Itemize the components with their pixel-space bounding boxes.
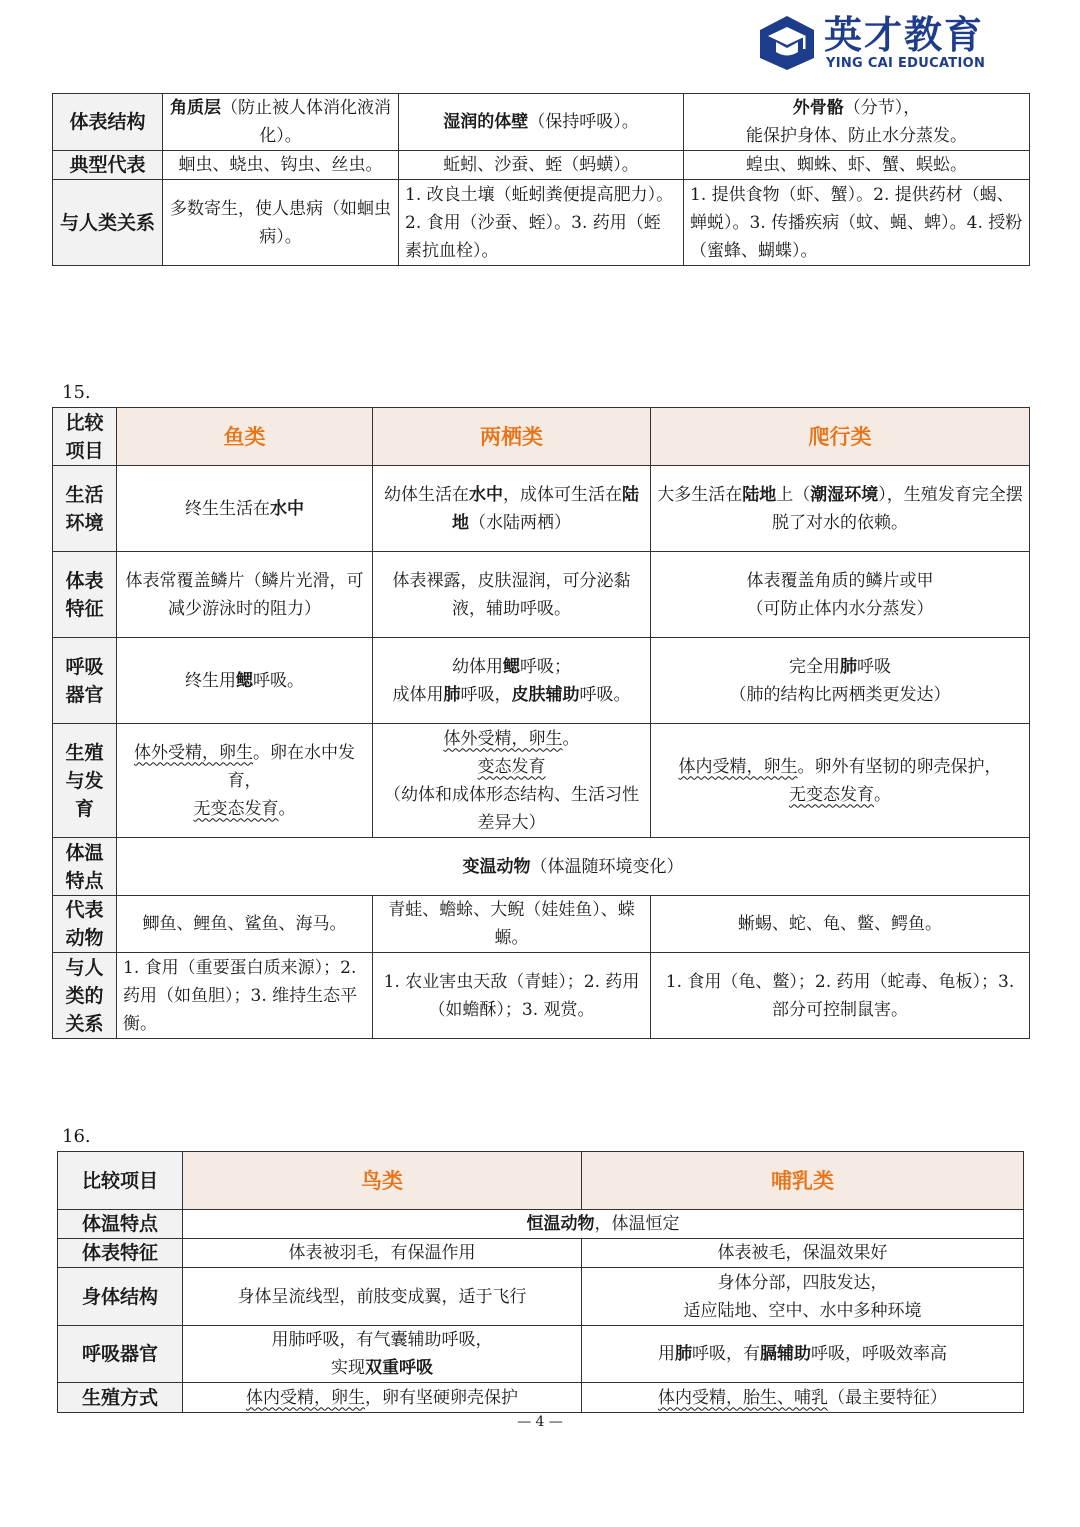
cell: 终生生活在水中	[117, 466, 373, 552]
table-header-row	[58, 1152, 1024, 1210]
row-label: 与人类的关系	[53, 953, 117, 1039]
graduation-cap-logo-icon	[756, 14, 818, 72]
table-14	[52, 93, 1030, 266]
cell: 1. 食用（重要蛋白质来源）；2. 药用（如鱼胆）；3. 维持生态平衡。	[117, 953, 373, 1039]
cell: 1. 食用（龟、鳖）；2. 药用（蛇毒、龟板）；3. 部分可控制鼠害。	[651, 953, 1030, 1039]
cell: 用肺呼吸，有膈辅助呼吸，呼吸效率高	[582, 1326, 1024, 1383]
cell: 幼体生活在水中，成体可生活在陆地（水陆两栖）	[373, 466, 651, 552]
cell: 体表被羽毛，有保温作用	[183, 1239, 582, 1268]
table-row	[58, 1268, 1024, 1326]
cell: 体表常覆盖鳞片（鳞片光滑，可减少游泳时的阻力）	[117, 552, 373, 638]
table-row	[53, 838, 1030, 896]
cell: 体内受精，胎生、哺乳（最主要特征）	[582, 1383, 1024, 1413]
table-15	[52, 407, 1030, 1039]
cell: 大多生活在陆地上（潮湿环境），生殖发育完全摆脱了对水的依赖。	[651, 466, 1030, 552]
row-label: 代表动物	[53, 896, 117, 953]
row-label: 体温特点	[53, 838, 117, 896]
row-label: 体温特点	[58, 1210, 183, 1239]
table-row	[53, 94, 1030, 151]
row-label: 与人类关系	[53, 180, 163, 266]
table-row	[53, 896, 1030, 953]
cell: 终生用鳃呼吸。	[117, 638, 373, 724]
page-number: — 4 —	[517, 1414, 563, 1430]
header-label: 比较项目	[53, 408, 117, 466]
cell: 体外受精，卵生。 变态发育 （幼体和成体形态结构、生活习性差异大）	[373, 724, 651, 838]
cell: 体表覆盖角质的鳞片或甲 （可防止体内水分蒸发）	[651, 552, 1030, 638]
header-bird: 鸟类	[183, 1152, 582, 1210]
cell: 体内受精，卵生，卵有坚硬卵壳保护	[183, 1383, 582, 1413]
header-fish: 鱼类	[117, 408, 373, 466]
header-label: 比较项目	[58, 1152, 183, 1210]
header-amphibian: 两栖类	[373, 408, 651, 466]
table-row	[53, 151, 1030, 180]
table-row	[53, 638, 1030, 724]
table-row	[58, 1239, 1024, 1268]
table-row	[53, 724, 1030, 838]
cell: 外骨骼（分节）， 能保护身体、防止水分蒸发。	[684, 94, 1030, 151]
brand-name-en: YING CAI EDUCATION	[826, 56, 986, 71]
cell: 角质层（防止被人体消化液消化）。	[163, 94, 399, 151]
cell: 用肺呼吸，有气囊辅助呼吸， 实现双重呼吸	[183, 1326, 582, 1383]
cell: 体外受精，卵生。卵在水中发育， 无变态发育。	[117, 724, 373, 838]
table-16	[57, 1151, 1024, 1413]
row-label: 呼吸器官	[53, 638, 117, 724]
cell: 1. 改良土壤（蚯蚓粪便提高肥力）。2. 食用（沙蚕、蛭）。3. 药用（蛭素抗血栓）。	[399, 180, 684, 266]
header-reptile: 爬行类	[651, 408, 1030, 466]
question-number: 16.	[62, 1126, 91, 1147]
cell: 变温动物（体温随环境变化）	[117, 838, 1030, 896]
brand-name-cn: 英才教育	[824, 13, 985, 57]
cell: 蝗虫、蜘蛛、虾、蟹、蜈蚣。	[684, 151, 1030, 180]
header-mammal: 哺乳类	[582, 1152, 1024, 1210]
cell: 蜥蜴、蛇、龟、鳖、鳄鱼。	[651, 896, 1030, 953]
cell: 身体呈流线型，前肢变成翼，适于飞行	[183, 1268, 582, 1326]
table-row	[58, 1210, 1024, 1239]
table-row	[53, 953, 1030, 1039]
table-row	[58, 1383, 1024, 1413]
table-row	[53, 180, 1030, 266]
cell: 1. 农业害虫天敌（青蛙）；2. 药用（如蟾酥）；3. 观赏。	[373, 953, 651, 1039]
row-label: 呼吸器官	[58, 1326, 183, 1383]
row-label: 身体结构	[58, 1268, 183, 1326]
cell: 蛔虫、蛲虫、钩虫、丝虫。	[163, 151, 399, 180]
cell: 体内受精，卵生。卵外有坚韧的卵壳保护， 无变态发育。	[651, 724, 1030, 838]
row-label: 体表结构	[53, 94, 163, 151]
cell: 湿润的体壁（保持呼吸）。	[399, 94, 684, 151]
row-label: 生殖与发育	[53, 724, 117, 838]
cell: 1. 提供食物（虾、蟹）。2. 提供药材（蝎、蝉蜕）。3. 传播疾病（蚊、蝇、蜱）。4. 授粉（蜜蜂、蝴蝶）。	[684, 180, 1030, 266]
cell: 鲫鱼、鲤鱼、鲨鱼、海马。	[117, 896, 373, 953]
row-label: 生殖方式	[58, 1383, 183, 1413]
cell: 体表被毛，保温效果好	[582, 1239, 1024, 1268]
cell: 幼体用鳃呼吸； 成体用肺呼吸，皮肤辅助呼吸。	[373, 638, 651, 724]
cell: 青蛙、蟾蜍、大鲵（娃娃鱼）、蝾螈。	[373, 896, 651, 953]
row-label: 典型代表	[53, 151, 163, 180]
brand-logo	[756, 12, 996, 74]
table-row	[53, 466, 1030, 552]
cell: 身体分部，四肢发达， 适应陆地、空中、水中多种环境	[582, 1268, 1024, 1326]
row-label: 体表特征	[58, 1239, 183, 1268]
cell: 蚯蚓、沙蚕、蛭（蚂蟥）。	[399, 151, 684, 180]
table-row	[53, 552, 1030, 638]
row-label: 体表特征	[53, 552, 117, 638]
row-label: 生活环境	[53, 466, 117, 552]
cell: 多数寄生，使人患病（如蛔虫病）。	[163, 180, 399, 266]
table-header-row	[53, 408, 1030, 466]
cell: 体表裸露，皮肤湿润，可分泌黏液，辅助呼吸。	[373, 552, 651, 638]
question-number: 15.	[62, 382, 91, 403]
table-row	[58, 1326, 1024, 1383]
cell: 完全用肺呼吸 （肺的结构比两栖类更发达）	[651, 638, 1030, 724]
cell: 恒温动物，体温恒定	[183, 1210, 1024, 1239]
